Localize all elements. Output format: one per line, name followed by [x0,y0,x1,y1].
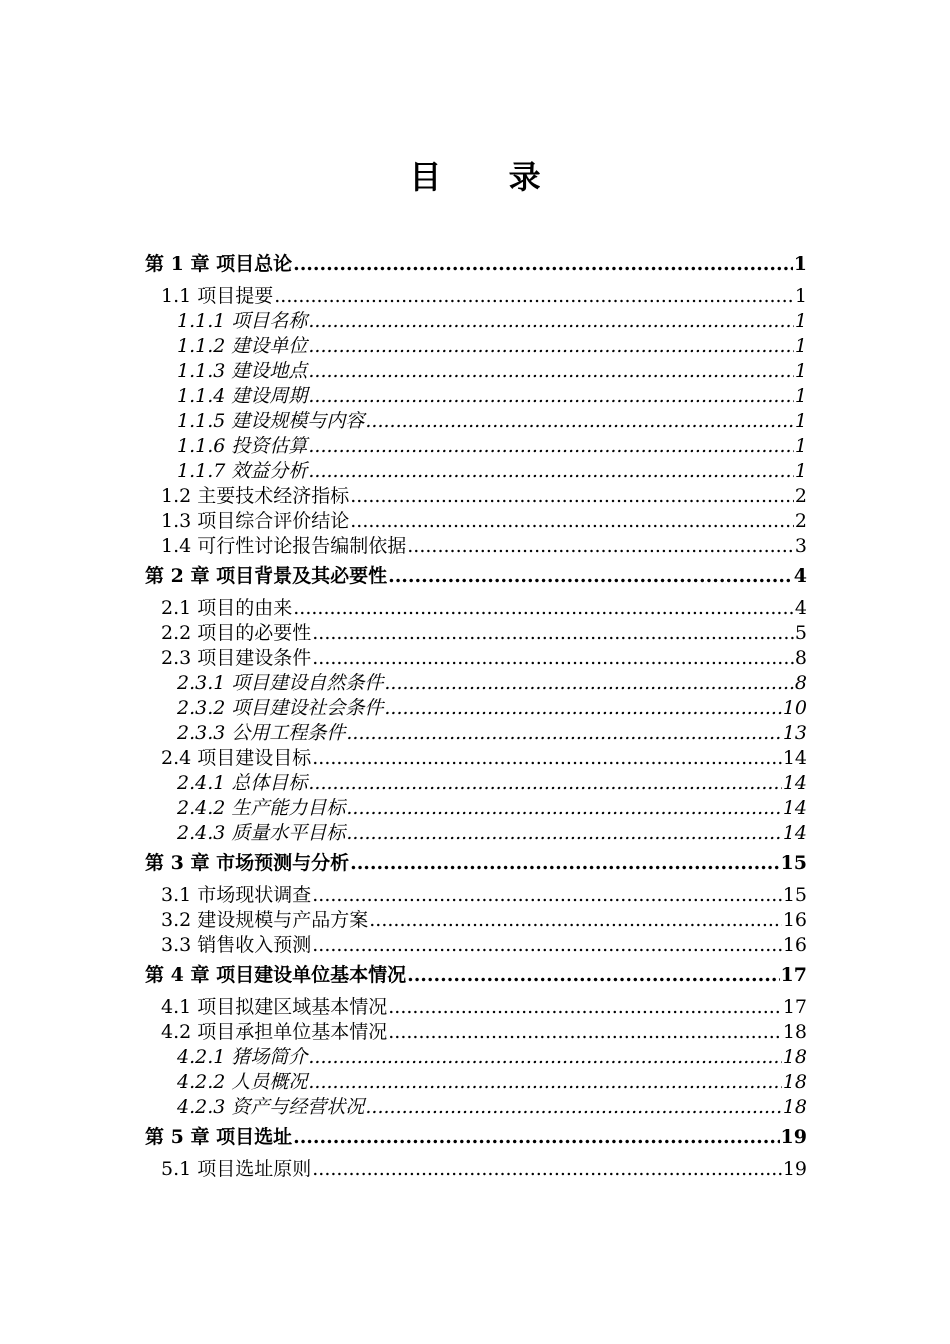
toc-entry-sub[interactable] [145,671,807,696]
toc-entry-label: 1.1 项目提要 [161,285,274,307]
toc-entry-page-number: 1 [794,410,807,432]
toc-entry-page-number: 14 [782,772,807,794]
toc-entry-label: 第 4 章 项目建设单位基本情况 [145,964,407,986]
toc-dot-leader [308,1045,781,1070]
toc-entry-label: 2.3.1 项目建设自然条件 [177,672,384,694]
toc-entry-sub[interactable] [145,771,807,796]
toc-entry-section[interactable] [145,596,807,621]
toc-dot-leader [388,1020,782,1045]
toc-entry-sub[interactable] [145,796,807,821]
toc-entry-page-number: 1 [794,335,807,357]
toc-entry-chapter[interactable] [145,1123,807,1151]
toc-entry-sub[interactable] [145,821,807,846]
toc-entry-label: 1.1.7 效益分析 [177,460,308,482]
toc-entry-label: 2.3.3 公用工程条件 [177,722,346,744]
toc-entry-chapter[interactable] [145,961,807,989]
toc-dot-leader [308,359,794,384]
toc-entry-label: 2.2 项目的必要性 [161,622,312,644]
toc-entry-label: 4.2.2 人员概况 [177,1071,308,1093]
toc-entry-sub[interactable] [145,334,807,359]
toc-entry-page-number: 13 [782,722,807,744]
toc-entry-page-number: 1 [794,460,807,482]
toc-dot-leader [312,883,782,908]
toc-entry-sub[interactable] [145,459,807,484]
toc-dot-leader [293,596,794,621]
toc-entry-label: 3.2 建设规模与产品方案 [161,909,369,931]
toc-entry-section[interactable] [145,484,807,509]
toc-dot-leader [308,334,794,359]
toc-entry-label: 2.4 项目建设目标 [161,747,312,769]
toc-entry-page-number: 18 [782,1096,807,1118]
toc-entry-label: 1.3 项目综合评价结论 [161,510,350,532]
toc-entry-section[interactable] [145,1157,807,1182]
toc-entry-section[interactable] [145,746,807,771]
toc-entry-page-number: 18 [782,1046,807,1068]
toc-entry-page-number: 17 [782,996,807,1018]
toc-dot-leader [369,908,782,933]
toc-dot-leader [274,284,794,309]
toc-dot-leader [308,434,794,459]
toc-entry-page-number: 4 [793,565,807,587]
toc-entry-page-number: 2 [794,485,807,507]
toc-entry-chapter[interactable] [145,562,807,590]
toc-dot-leader [384,671,794,696]
toc-dot-leader [350,509,794,534]
toc-entry-page-number: 4 [794,597,807,619]
toc-entry-section[interactable] [145,646,807,671]
toc-entry-page-number: 1 [794,310,807,332]
toc-entry-section[interactable] [145,995,807,1020]
toc-dot-leader [312,621,794,646]
toc-entry-label: 第 1 章 项目总论 [145,253,293,275]
toc-entry-label: 1.1.1 项目名称 [177,310,308,332]
toc-entry-page-number: 5 [794,622,807,644]
toc-entry-sub[interactable] [145,384,807,409]
toc-entry-page-number: 1 [793,253,807,275]
toc-dot-leader [308,771,781,796]
toc-entry-section[interactable] [145,284,807,309]
toc-entry-label: 4.2.3 资产与经营状况 [177,1096,365,1118]
toc-dot-leader [308,1070,781,1095]
toc-entry-label: 3.3 销售收入预测 [161,934,312,956]
toc-entry-page-number: 1 [794,435,807,457]
toc-entry-section[interactable] [145,1020,807,1045]
toc-entry-page-number: 16 [782,909,807,931]
toc-entry-chapter[interactable] [145,849,807,877]
toc-entry-page-number: 8 [794,647,807,669]
toc-entry-sub[interactable] [145,721,807,746]
toc-entry-label: 第 5 章 项目选址 [145,1126,293,1148]
toc-entry-section[interactable] [145,883,807,908]
toc-entry-label: 1.1.3 建设地点 [177,360,308,382]
toc-entry-page-number: 1 [794,385,807,407]
toc-entry-label: 第 2 章 项目背景及其必要性 [145,565,388,587]
toc-entry-label: 4.2.1 猪场简介 [177,1046,308,1068]
toc-dot-leader [312,746,782,771]
toc-dot-leader [384,696,781,721]
toc-dot-leader [293,1123,779,1151]
toc-entry-page-number: 17 [780,964,807,986]
toc-entry-page-number: 16 [782,934,807,956]
toc-entry-page-number: 1 [794,360,807,382]
toc-entry-section[interactable] [145,621,807,646]
toc-entry-page-number: 10 [782,697,807,719]
toc-dot-leader [346,721,781,746]
toc-entry-label: 2.1 项目的由来 [161,597,293,619]
toc-dot-leader [350,484,794,509]
toc-entry-sub[interactable] [145,1095,807,1120]
toc-dot-leader [312,646,794,671]
toc-entry-label: 2.3.2 项目建设社会条件 [177,697,384,719]
toc-dot-leader [308,384,794,409]
toc-entry-label: 1.4 可行性讨论报告编制依据 [161,535,407,557]
toc-entry-sub[interactable] [145,309,807,334]
toc-dot-leader [308,309,794,334]
toc-entry-chapter[interactable] [145,250,807,278]
toc-entry-page-number: 1 [794,285,807,307]
toc-entry-label: 4.2 项目承担单位基本情况 [161,1021,388,1043]
toc-entry-sub[interactable] [145,359,807,384]
toc-dot-leader [312,933,782,958]
toc-entry-section[interactable] [145,509,807,534]
toc-title: 目 录 [409,158,569,196]
table-of-contents [145,250,807,1182]
toc-entry-page-number: 2 [794,510,807,532]
toc-entry-page-number: 18 [782,1021,807,1043]
toc-entry-page-number: 14 [782,797,807,819]
toc-entry-label: 1.2 主要技术经济指标 [161,485,350,507]
toc-dot-leader [308,459,794,484]
toc-entry-page-number: 14 [782,747,807,769]
toc-entry-page-number: 3 [794,535,807,557]
toc-entry-section[interactable] [145,933,807,958]
toc-entry-label: 第 3 章 市场预测与分析 [145,852,350,874]
toc-entry-sub[interactable] [145,696,807,721]
toc-entry-label: 4.1 项目拟建区域基本情况 [161,996,388,1018]
toc-dot-leader [407,961,779,989]
toc-entry-label: 1.1.6 投资估算 [177,435,308,457]
toc-dot-leader [346,796,781,821]
toc-entry-page-number: 8 [794,672,807,694]
toc-entry-sub[interactable] [145,409,807,434]
toc-entry-section[interactable] [145,534,807,559]
toc-dot-leader [312,1157,782,1182]
toc-entry-sub[interactable] [145,434,807,459]
toc-entry-sub[interactable] [145,1045,807,1070]
toc-entry-label: 2.4.1 总体目标 [177,772,308,794]
toc-entry-label: 2.4.3 质量水平目标 [177,822,346,844]
toc-entry-page-number: 15 [780,852,807,874]
toc-dot-leader [350,849,779,877]
toc-dot-leader [365,409,794,434]
toc-dot-leader [407,534,794,559]
toc-entry-label: 2.4.2 生产能力目标 [177,797,346,819]
toc-entry-sub[interactable] [145,1070,807,1095]
toc-entry-label: 1.1.5 建设规模与内容 [177,410,365,432]
toc-entry-label: 1.1.4 建设周期 [177,385,308,407]
toc-dot-leader [293,250,793,278]
toc-dot-leader [388,562,793,590]
toc-entry-label: 3.1 市场现状调查 [161,884,312,906]
toc-entry-label: 1.1.2 建设单位 [177,335,308,357]
toc-dot-leader [346,821,781,846]
toc-dot-leader [388,995,782,1020]
toc-dot-leader [365,1095,781,1120]
toc-entry-page-number: 19 [782,1158,807,1180]
toc-entry-label: 5.1 项目选址原则 [161,1158,312,1180]
toc-entry-page-number: 18 [782,1071,807,1093]
toc-entry-section[interactable] [145,908,807,933]
toc-entry-page-number: 14 [782,822,807,844]
toc-entry-label: 2.3 项目建设条件 [161,647,312,669]
toc-entry-page-number: 19 [780,1126,807,1148]
toc-entry-page-number: 15 [782,884,807,906]
